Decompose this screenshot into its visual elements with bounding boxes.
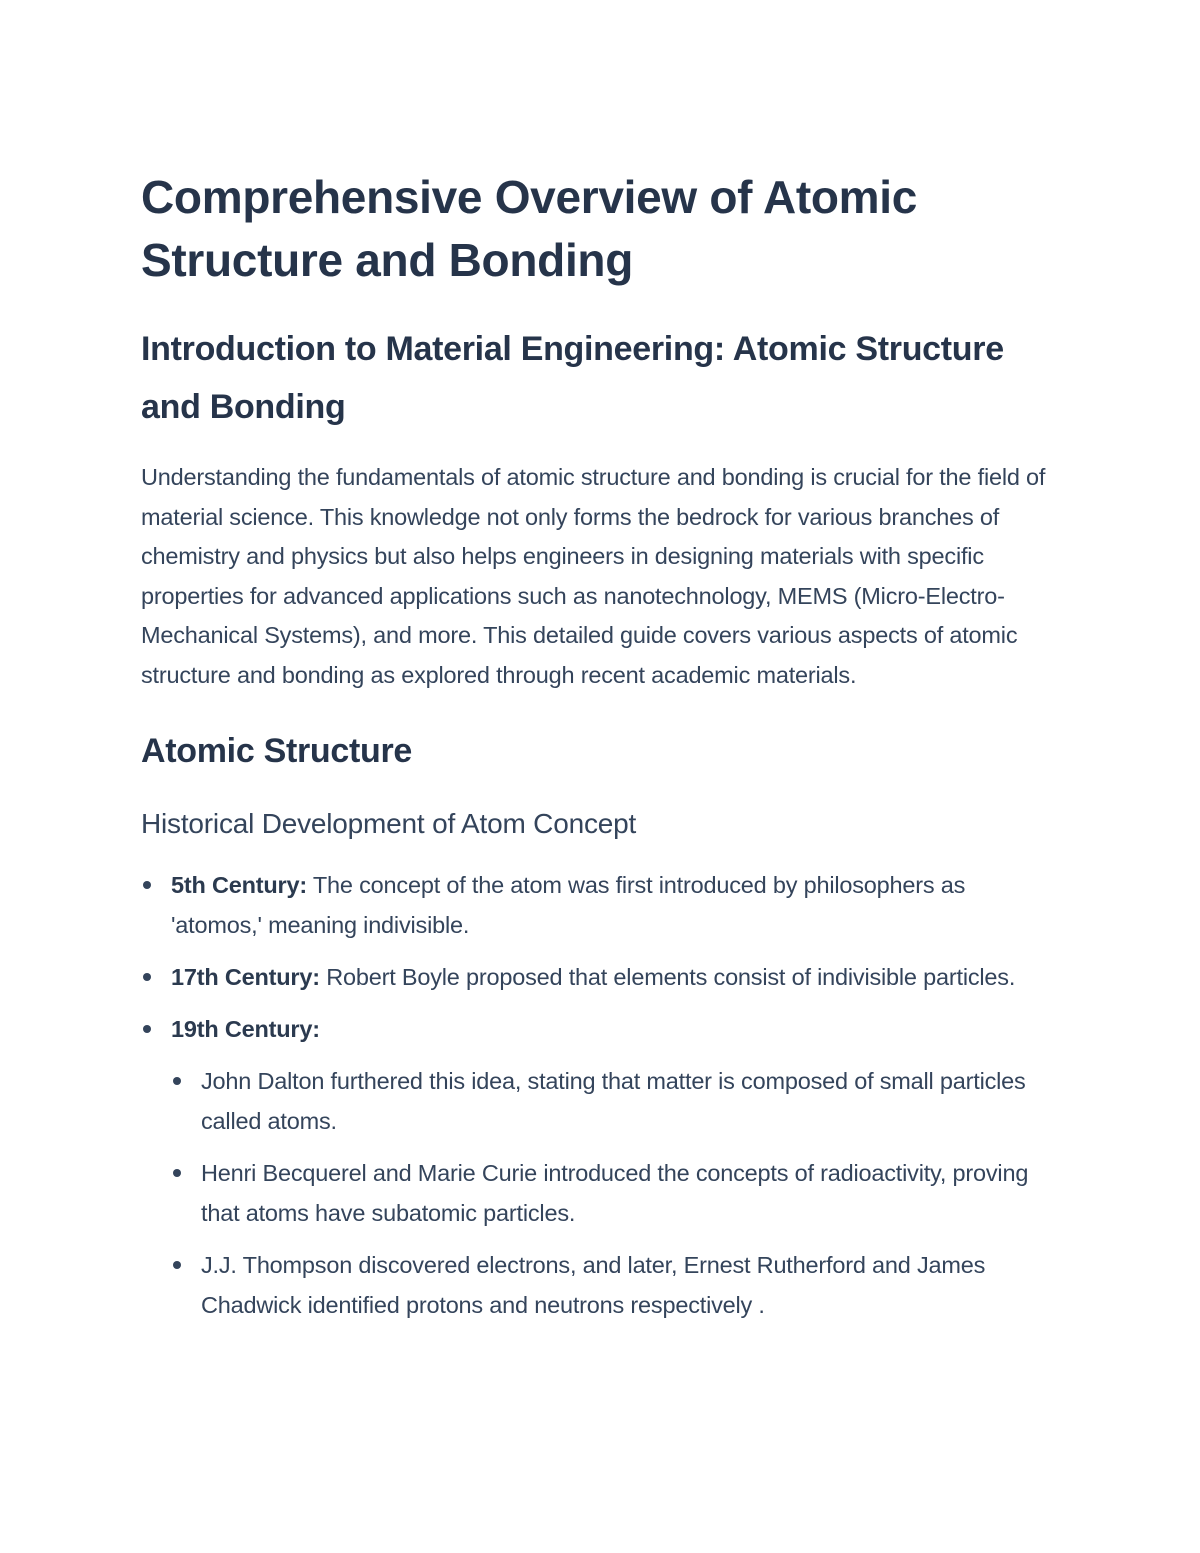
bullet-icon	[173, 1077, 181, 1085]
list-item-term: 5th Century:	[171, 871, 307, 898]
list-item-term: 17th Century:	[171, 963, 320, 990]
bullet-icon	[143, 1025, 151, 1033]
list-item-text: The concept of the atom was first introduced by philosophers as 'atomos,' meaning indivisible.	[171, 871, 966, 938]
document-title: Comprehensive Overview of Atomic Structure and Bonding	[141, 171, 918, 286]
bullet-icon	[143, 973, 151, 981]
nested-list	[171, 1061, 1051, 1325]
nested-list-item-text: Henri Becquerel and Marie Curie introduced the concepts of radioactivity, proving that atoms have subatomic particles.	[201, 1159, 1029, 1226]
section-heading: Atomic Structure	[141, 731, 413, 770]
section-subheading: Historical Development of Atom Concept	[141, 807, 637, 839]
document-content	[141, 166, 1051, 1337]
list-item-text: Robert Boyle proposed that elements consist of indivisible particles.	[319, 963, 1016, 990]
nested-list-item-text: John Dalton furthered this idea, stating that matter is composed of small particles called atoms.	[201, 1067, 1026, 1134]
nested-list-item	[171, 1245, 1051, 1325]
history-list	[141, 865, 1051, 1325]
bullet-icon	[173, 1169, 181, 1177]
document-subtitle: Introduction to Material Engineering: Atomic Structure and Bonding	[141, 330, 1004, 426]
list-item-term: 19th Century:	[171, 1015, 320, 1042]
list-item	[141, 957, 1051, 997]
list-item	[141, 865, 1051, 945]
nested-list-item	[171, 1061, 1051, 1141]
nested-list-item	[171, 1153, 1051, 1233]
bullet-icon	[173, 1261, 181, 1269]
intro-paragraph: Understanding the fundamentals of atomic structure and bonding is crucial for the field of material science. This knowledge not only forms the bedrock for various branches of chemistry and physics but also helps engineers in designing materials with specific properties for advanced applications such as nanotechnology, MEMS (Micro-Electro-Mechanical Systems), and more. This detailed guide covers various aspects of atomic structure and bonding as explored through recent academic materials.	[141, 464, 1046, 688]
bullet-icon	[143, 881, 151, 889]
nested-list-item-text: J.J. Thompson discovered electrons, and later, Ernest Rutherford and James Chadwick identified protons and neutrons respectively .	[201, 1251, 986, 1318]
list-item	[141, 1009, 1051, 1325]
